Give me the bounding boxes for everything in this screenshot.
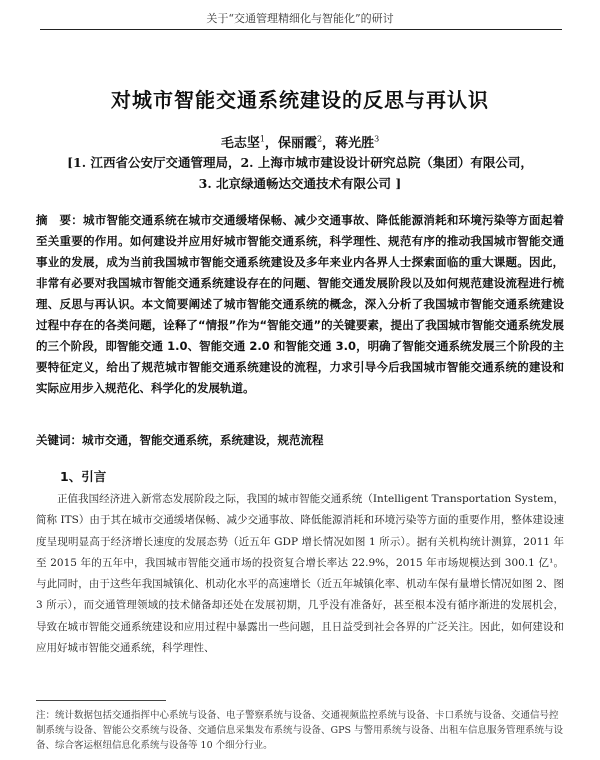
author-name: 保丽霞 xyxy=(277,136,317,151)
abstract-label: 摘 要： xyxy=(36,213,83,227)
keywords-text: 城市交通，智能交通系统，系统建设，规范流程 xyxy=(82,433,324,447)
affiliation-line-2: 3. 北京绿通畅达交通技术有限公司 ] xyxy=(198,176,402,191)
footnote: 注：统计数据包括交通指挥中心系统与设备、电子警察系统与设备、交通视频监控系统与设备、卡口系统与设备、交通信号控制系统与设备、智能公交系统与设备、交通信息采集发布系统与设备、GPS 与警用系统与设备、出租车信息服务管理系统与设备、综合客运枢纽信息化系统与设备等 10 个细分行业。 xyxy=(36,710,564,751)
author-affiliation-mark: 3 xyxy=(374,134,380,144)
author-separator: ， xyxy=(264,136,278,151)
paper-title: 对城市智能交通系统建设的反思与再认识 xyxy=(111,88,489,112)
affiliation-line-1: [1. 江西省公安厅交通管理局，2. 上海市城市建设设计研究总院（集团）有限公司， xyxy=(67,155,533,170)
abstract-text: 城市智能交通系统在城市交通缓堵保畅、减少交通事故、降低能源消耗和环境污染等方面起着至关重要的作用。如何建设并应用好城市智能交通系统，科学理性、规范有序的推动我国城市智能交通事业的发展，成为当前我国城市智能交通系统建设及多年来业内各界人士探索面临的重大课题。因此，非常有必要对我国城市智能交通系统建设存在的问题、智能交通发展阶段以及如何规范建设流程进行梳理、反思与再认识。本文简要阐述了城市智能交通系统的概念，深入分析了我国城市智能交通系统建设过程中存在的各类问题，诠释了“情报”作为“智能交通”的关键要素，提出了我国城市智能交通系统发展的三个阶段，即智能交通 1.0、智能交通 2.0 和智能交通 3.0，明确了智能交通系统发展三个阶段的主要特征定义，给出了规范城市智能交通系统建设的流程，力求引导今后我国城市智能交通系统的建设和实际应用步入规范化、科学化的发展轨道。 xyxy=(36,213,565,395)
keywords-label: 关键词： xyxy=(36,433,82,447)
author-separator: ， xyxy=(322,136,336,151)
section-heading xyxy=(60,467,106,485)
author-name: 蒋光胜 xyxy=(335,136,375,151)
body-paragraph: 正值我国经济进入新常态发展阶段之际，我国的城市智能交通系统（Intelligent Transportation System，简称 ITS）由于其在城市交通缓堵保畅、减少交通事故、降低能源消耗和环境污染等方面的重要作用，整体建设速度呈现明显高于经济增长速度的发展态势（近五年 GDP 增长情况如图 1 所示）。据有关机构统计测算，2011 年至 2015 年的五年中，我国城市智能交通市场的投资复合增长率达 22.9%，2015 年市场规模达到 300.1 亿¹。与此同时，由于这些年我国城镇化、机动化水平的高速增长（近五年城镇化率、机动车保有量增长情况如图 2、图 3 所示），而交通管理领域的技术储备却还处在发展初期，几乎没有准备好，甚至根本没有循序渐进的发展机会，导致在城市智能交通系统建设和应用过程中暴露出一些问题，且日益受到社会各界的广泛关注。因此，如何建设和应用好城市智能交通系统，科学理性、 xyxy=(36,493,564,655)
section-title: 引言 xyxy=(81,469,107,484)
section-number: 1、 xyxy=(60,469,82,484)
keywords xyxy=(36,432,564,448)
header-rule xyxy=(40,29,562,30)
author-affiliation-mark: 2 xyxy=(316,134,323,144)
abstract xyxy=(36,210,564,399)
author-name: 毛志坚 xyxy=(220,136,260,151)
running-head: 关于“交通管理精细化与智能化”的研讨 xyxy=(206,12,394,25)
footnote-rule xyxy=(36,700,166,701)
author-affiliation-mark: 1 xyxy=(259,134,265,144)
author-line xyxy=(0,132,600,151)
